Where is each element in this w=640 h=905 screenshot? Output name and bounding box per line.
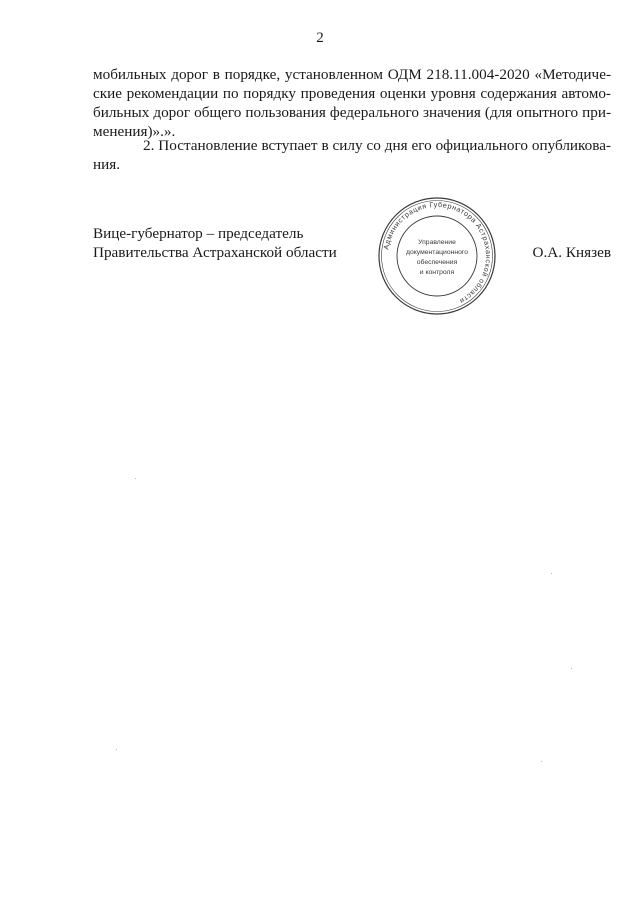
seal-inner-line: Управление — [418, 239, 456, 246]
text-line: ские рекомендации по порядку проведения оценки уровня содержания автомо- — [93, 85, 611, 102]
signatory-title-line: Правительства Астраханской области — [93, 244, 337, 261]
text-line: 2. Постановление вступает в силу со дня его официального опубликова- — [143, 137, 611, 154]
scan-speck — [541, 761, 542, 762]
official-seal-stamp — [377, 196, 497, 316]
scan-speck — [116, 749, 117, 750]
seal-inner-line: обеспечения — [416, 259, 458, 266]
scan-speck — [551, 573, 552, 574]
signatory-title-line: Вице-губернатор – председатель — [93, 225, 304, 242]
signatory-name: О.А. Князев — [532, 244, 611, 261]
text-line: бильных дорог общего пользования федерального значения (для опытного при- — [93, 104, 611, 121]
scan-speck — [135, 478, 136, 479]
signatory-title — [93, 224, 337, 262]
paragraph-effective-date — [93, 136, 611, 174]
text-line: мобильных дорог в порядке, установленном ОДМ 218.11.004-2020 «Методиче- — [93, 66, 611, 83]
scan-speck — [571, 668, 572, 669]
seal-outer-ring — [379, 198, 495, 314]
seal-inner-line: и контроля — [419, 269, 455, 276]
text-line: ния. — [93, 156, 121, 173]
seal-outer-text: Администрация Губернатора Астраханской области — [381, 199, 494, 307]
paragraph-continuation — [93, 65, 611, 141]
text-line: менения)».». — [93, 123, 176, 140]
seal-inner-line: документационного — [405, 249, 469, 256]
seal-inner-ring — [397, 216, 477, 296]
page-number: 2 — [316, 30, 324, 46]
